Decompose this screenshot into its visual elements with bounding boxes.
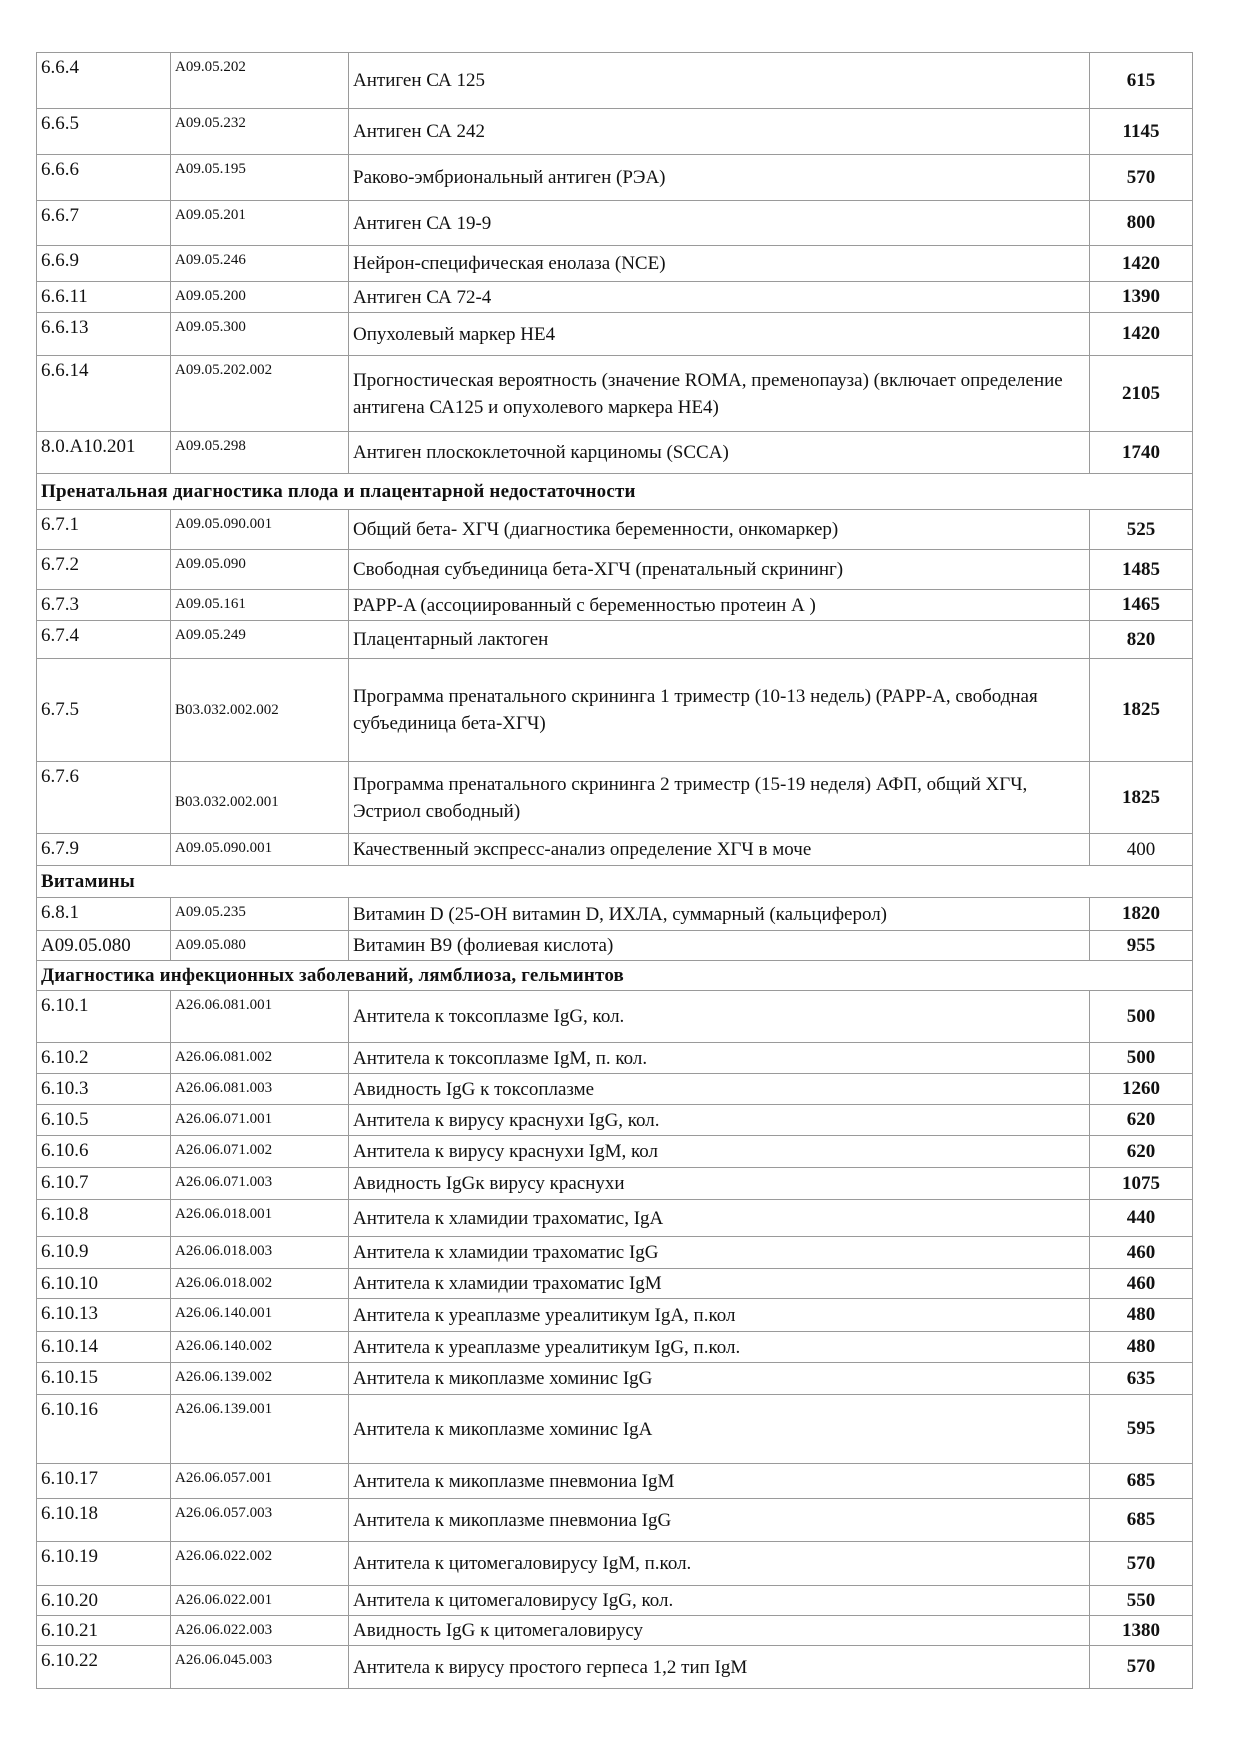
table-row xyxy=(37,1616,1193,1646)
service-code: A26.06.140.001 xyxy=(171,1299,349,1332)
service-code: A26.06.071.002 xyxy=(171,1136,349,1168)
service-name: Антитела к токсоплазме IgG, кол. xyxy=(349,991,1090,1043)
service-code: A26.06.057.001 xyxy=(171,1464,349,1499)
service-number: 6.10.5 xyxy=(37,1105,171,1136)
service-name: Антитела к вирусу краснухи IgM, кол xyxy=(349,1136,1090,1168)
service-code: A26.06.018.001 xyxy=(171,1200,349,1237)
service-name: Антитела к уреаплазме уреалитикум IgA, п.кол xyxy=(349,1299,1090,1332)
service-number: 6.7.3 xyxy=(37,590,171,621)
service-price: 1485 xyxy=(1090,550,1193,590)
service-name: Плацентарный лактоген xyxy=(349,621,1090,659)
price-table-body xyxy=(37,53,1193,1689)
service-name: Общий бета- ХГЧ (диагностика беременности, онкомаркер) xyxy=(349,510,1090,550)
service-code: A09.05.090 xyxy=(171,550,349,590)
service-code: A09.05.200 xyxy=(171,282,349,313)
service-number: 6.10.13 xyxy=(37,1299,171,1332)
service-price: 1380 xyxy=(1090,1616,1193,1646)
service-number: 6.6.7 xyxy=(37,201,171,246)
service-number: 6.8.1 xyxy=(37,898,171,931)
service-price: 685 xyxy=(1090,1464,1193,1499)
service-price: 500 xyxy=(1090,1043,1193,1074)
table-row xyxy=(37,659,1193,762)
service-price: 460 xyxy=(1090,1269,1193,1299)
service-number: 6.10.8 xyxy=(37,1200,171,1237)
service-number: 6.7.6 xyxy=(37,762,171,834)
service-code: A09.05.090.001 xyxy=(171,510,349,550)
service-code: A26.06.022.003 xyxy=(171,1616,349,1646)
service-price: 820 xyxy=(1090,621,1193,659)
table-row xyxy=(37,1237,1193,1269)
table-row xyxy=(37,1464,1193,1499)
service-price: 480 xyxy=(1090,1332,1193,1363)
service-name: Антитела к хламидии трахоматис, IgA xyxy=(349,1200,1090,1237)
service-number: 6.10.14 xyxy=(37,1332,171,1363)
service-code: A09.05.202 xyxy=(171,53,349,109)
service-number: 6.7.9 xyxy=(37,834,171,866)
service-price: 955 xyxy=(1090,931,1193,961)
section-header-row xyxy=(37,961,1193,991)
service-name: Антитела к микоплазме хоминис IgA xyxy=(349,1395,1090,1464)
service-name: Антитела к уреаплазме уреалитикум IgG, п.кол. xyxy=(349,1332,1090,1363)
service-name: Программа пренатального скрининга 1 триместр (10-13 недель) (PAPP-A, свободная субъединица бета-ХГЧ) xyxy=(349,659,1090,762)
table-row xyxy=(37,1269,1193,1299)
service-price: 500 xyxy=(1090,991,1193,1043)
section-title: Пренатальная диагностика плода и плацентарной недостаточности xyxy=(37,474,1193,510)
service-code: A09.05.080 xyxy=(171,931,349,961)
service-number: 6.7.1 xyxy=(37,510,171,550)
service-number: 6.6.14 xyxy=(37,356,171,432)
service-code: A09.05.246 xyxy=(171,246,349,282)
service-name: Антитела к токсоплазме IgM, п. кол. xyxy=(349,1043,1090,1074)
table-row xyxy=(37,1499,1193,1542)
section-title: Диагностика инфекционных заболеваний, лямблиоза, гельминтов xyxy=(37,961,1193,991)
service-price: 2105 xyxy=(1090,356,1193,432)
table-row xyxy=(37,1646,1193,1689)
service-code: A26.06.081.003 xyxy=(171,1074,349,1105)
service-price: 570 xyxy=(1090,1542,1193,1586)
service-number: 6.7.5 xyxy=(37,659,171,762)
service-price: 525 xyxy=(1090,510,1193,550)
service-name: Опухолевый маркер НЕ4 xyxy=(349,313,1090,356)
service-name: Антитела к микоплазме пневмониа IgG xyxy=(349,1499,1090,1542)
service-code: A09.05.090.001 xyxy=(171,834,349,866)
service-code: A09.05.298 xyxy=(171,432,349,474)
service-price: 1825 xyxy=(1090,659,1193,762)
service-price: 595 xyxy=(1090,1395,1193,1464)
service-price: 440 xyxy=(1090,1200,1193,1237)
table-row xyxy=(37,1200,1193,1237)
price-list-page xyxy=(36,52,1192,1689)
service-price: 1390 xyxy=(1090,282,1193,313)
service-code: A26.06.045.003 xyxy=(171,1646,349,1689)
table-row xyxy=(37,991,1193,1043)
service-number: A09.05.080 xyxy=(37,931,171,961)
table-row xyxy=(37,931,1193,961)
table-row xyxy=(37,201,1193,246)
service-price: 615 xyxy=(1090,53,1193,109)
service-price: 620 xyxy=(1090,1136,1193,1168)
service-code: A26.06.081.001 xyxy=(171,991,349,1043)
service-name: Программа пренатального скрининга 2 триместр (15-19 неделя) АФП, общий ХГЧ, Эстриол свободный) xyxy=(349,762,1090,834)
service-number: 6.10.21 xyxy=(37,1616,171,1646)
service-price: 1420 xyxy=(1090,246,1193,282)
service-code: A09.05.202.002 xyxy=(171,356,349,432)
service-code: A26.06.071.001 xyxy=(171,1105,349,1136)
service-name: Антиген плоскоклеточной карциномы (SCCA) xyxy=(349,432,1090,474)
service-code: A26.06.022.002 xyxy=(171,1542,349,1586)
service-price: 1740 xyxy=(1090,432,1193,474)
service-number: 6.6.6 xyxy=(37,155,171,201)
service-price: 1420 xyxy=(1090,313,1193,356)
service-number: 6.10.9 xyxy=(37,1237,171,1269)
service-price: 570 xyxy=(1090,155,1193,201)
service-name: Антитела к хламидии трахоматис IgM xyxy=(349,1269,1090,1299)
table-row xyxy=(37,621,1193,659)
service-name: PAPP-A (ассоциированный с беременностью протеин А ) xyxy=(349,590,1090,621)
table-row xyxy=(37,1332,1193,1363)
section-header-row xyxy=(37,474,1193,510)
service-price: 400 xyxy=(1090,834,1193,866)
table-row xyxy=(37,356,1193,432)
service-price: 460 xyxy=(1090,1237,1193,1269)
service-name: Прогностическая вероятность (значение ROMA, пременопауза) (включает определение антигена СА125 и опухолевого маркера НЕ4) xyxy=(349,356,1090,432)
table-row xyxy=(37,550,1193,590)
table-row xyxy=(37,282,1193,313)
service-number: 6.10.17 xyxy=(37,1464,171,1499)
service-name: Свободная субъединица бета-ХГЧ (пренатальный скрининг) xyxy=(349,550,1090,590)
service-name: Антитела к микоплазме пневмониа IgM xyxy=(349,1464,1090,1499)
service-name: Авидность IgGк вирусу краснухи xyxy=(349,1168,1090,1200)
service-name: Витамин В9 (фолиевая кислота) xyxy=(349,931,1090,961)
service-number: 6.6.4 xyxy=(37,53,171,109)
service-price: 1465 xyxy=(1090,590,1193,621)
table-row xyxy=(37,1586,1193,1616)
service-price: 570 xyxy=(1090,1646,1193,1689)
service-name: Качественный экспресс-анализ определение ХГЧ в моче xyxy=(349,834,1090,866)
service-number: 6.6.13 xyxy=(37,313,171,356)
service-number: 6.10.1 xyxy=(37,991,171,1043)
service-number: 6.10.18 xyxy=(37,1499,171,1542)
service-price: 1145 xyxy=(1090,109,1193,155)
service-code: B03.032.002.002 xyxy=(171,659,349,762)
service-number: 6.6.5 xyxy=(37,109,171,155)
service-number: 6.6.11 xyxy=(37,282,171,313)
service-code: A09.05.300 xyxy=(171,313,349,356)
service-number: 6.7.4 xyxy=(37,621,171,659)
service-name: Раково-эмбриональный антиген (РЭА) xyxy=(349,155,1090,201)
table-row xyxy=(37,1105,1193,1136)
price-table xyxy=(36,52,1193,1689)
service-name: Антиген СА 242 xyxy=(349,109,1090,155)
service-number: 6.10.22 xyxy=(37,1646,171,1689)
service-name: Антитела к вирусу простого герпеса 1,2 тип IgM xyxy=(349,1646,1090,1689)
table-row xyxy=(37,834,1193,866)
service-price: 1075 xyxy=(1090,1168,1193,1200)
service-code: A26.06.071.003 xyxy=(171,1168,349,1200)
service-code: A09.05.249 xyxy=(171,621,349,659)
service-code: A09.05.232 xyxy=(171,109,349,155)
service-code: A26.06.022.001 xyxy=(171,1586,349,1616)
service-price: 635 xyxy=(1090,1363,1193,1395)
service-price: 550 xyxy=(1090,1586,1193,1616)
table-row xyxy=(37,1299,1193,1332)
table-row xyxy=(37,762,1193,834)
service-name: Антиген СА 19-9 xyxy=(349,201,1090,246)
service-code: A26.06.057.003 xyxy=(171,1499,349,1542)
section-title: Витамины xyxy=(37,866,1193,898)
service-name: Нейрон-специфическая енолаза (NCE) xyxy=(349,246,1090,282)
service-price: 620 xyxy=(1090,1105,1193,1136)
service-number: 6.10.2 xyxy=(37,1043,171,1074)
service-name: Витамин D (25-OH витамин D, ИХЛА, суммарный (кальциферол) xyxy=(349,898,1090,931)
service-code: A26.06.018.003 xyxy=(171,1237,349,1269)
table-row xyxy=(37,1043,1193,1074)
service-name: Антитела к цитомегаловирусу IgM, п.кол. xyxy=(349,1542,1090,1586)
table-row xyxy=(37,1542,1193,1586)
service-number: 6.10.19 xyxy=(37,1542,171,1586)
service-number: 8.0.A10.201 xyxy=(37,432,171,474)
service-code: A09.05.195 xyxy=(171,155,349,201)
table-row xyxy=(37,246,1193,282)
service-name: Авидность IgG к токсоплазме xyxy=(349,1074,1090,1105)
service-name: Антиген СА 72-4 xyxy=(349,282,1090,313)
table-row xyxy=(37,510,1193,550)
service-name: Авидность IgG к цитомегаловирусу xyxy=(349,1616,1090,1646)
table-row xyxy=(37,1168,1193,1200)
service-number: 6.6.9 xyxy=(37,246,171,282)
service-number: 6.10.15 xyxy=(37,1363,171,1395)
table-row xyxy=(37,1136,1193,1168)
service-name: Антитела к хламидии трахоматис IgG xyxy=(349,1237,1090,1269)
table-row xyxy=(37,1074,1193,1105)
service-number: 6.7.2 xyxy=(37,550,171,590)
service-code: A26.06.140.002 xyxy=(171,1332,349,1363)
table-row xyxy=(37,898,1193,931)
service-price: 1820 xyxy=(1090,898,1193,931)
service-name: Антитела к микоплазме хоминис IgG xyxy=(349,1363,1090,1395)
table-row xyxy=(37,432,1193,474)
service-name: Антитела к цитомегаловирусу IgG, кол. xyxy=(349,1586,1090,1616)
table-row xyxy=(37,1363,1193,1395)
table-row xyxy=(37,109,1193,155)
service-price: 1260 xyxy=(1090,1074,1193,1105)
table-row xyxy=(37,313,1193,356)
service-code: A26.06.081.002 xyxy=(171,1043,349,1074)
table-row xyxy=(37,155,1193,201)
service-number: 6.10.10 xyxy=(37,1269,171,1299)
service-number: 6.10.16 xyxy=(37,1395,171,1464)
service-price: 800 xyxy=(1090,201,1193,246)
service-number: 6.10.7 xyxy=(37,1168,171,1200)
service-code: A26.06.018.002 xyxy=(171,1269,349,1299)
service-number: 6.10.3 xyxy=(37,1074,171,1105)
table-row xyxy=(37,53,1193,109)
table-row xyxy=(37,1395,1193,1464)
service-price: 685 xyxy=(1090,1499,1193,1542)
section-header-row xyxy=(37,866,1193,898)
service-code: A09.05.161 xyxy=(171,590,349,621)
table-row xyxy=(37,590,1193,621)
service-number: 6.10.6 xyxy=(37,1136,171,1168)
service-code: A26.06.139.001 xyxy=(171,1395,349,1464)
service-code: A09.05.201 xyxy=(171,201,349,246)
service-number: 6.10.20 xyxy=(37,1586,171,1616)
service-name: Антиген СА 125 xyxy=(349,53,1090,109)
service-price: 480 xyxy=(1090,1299,1193,1332)
service-code: B03.032.002.001 xyxy=(171,762,349,834)
service-name: Антитела к вирусу краснухи IgG, кол. xyxy=(349,1105,1090,1136)
service-code: A26.06.139.002 xyxy=(171,1363,349,1395)
service-price: 1825 xyxy=(1090,762,1193,834)
service-code: A09.05.235 xyxy=(171,898,349,931)
